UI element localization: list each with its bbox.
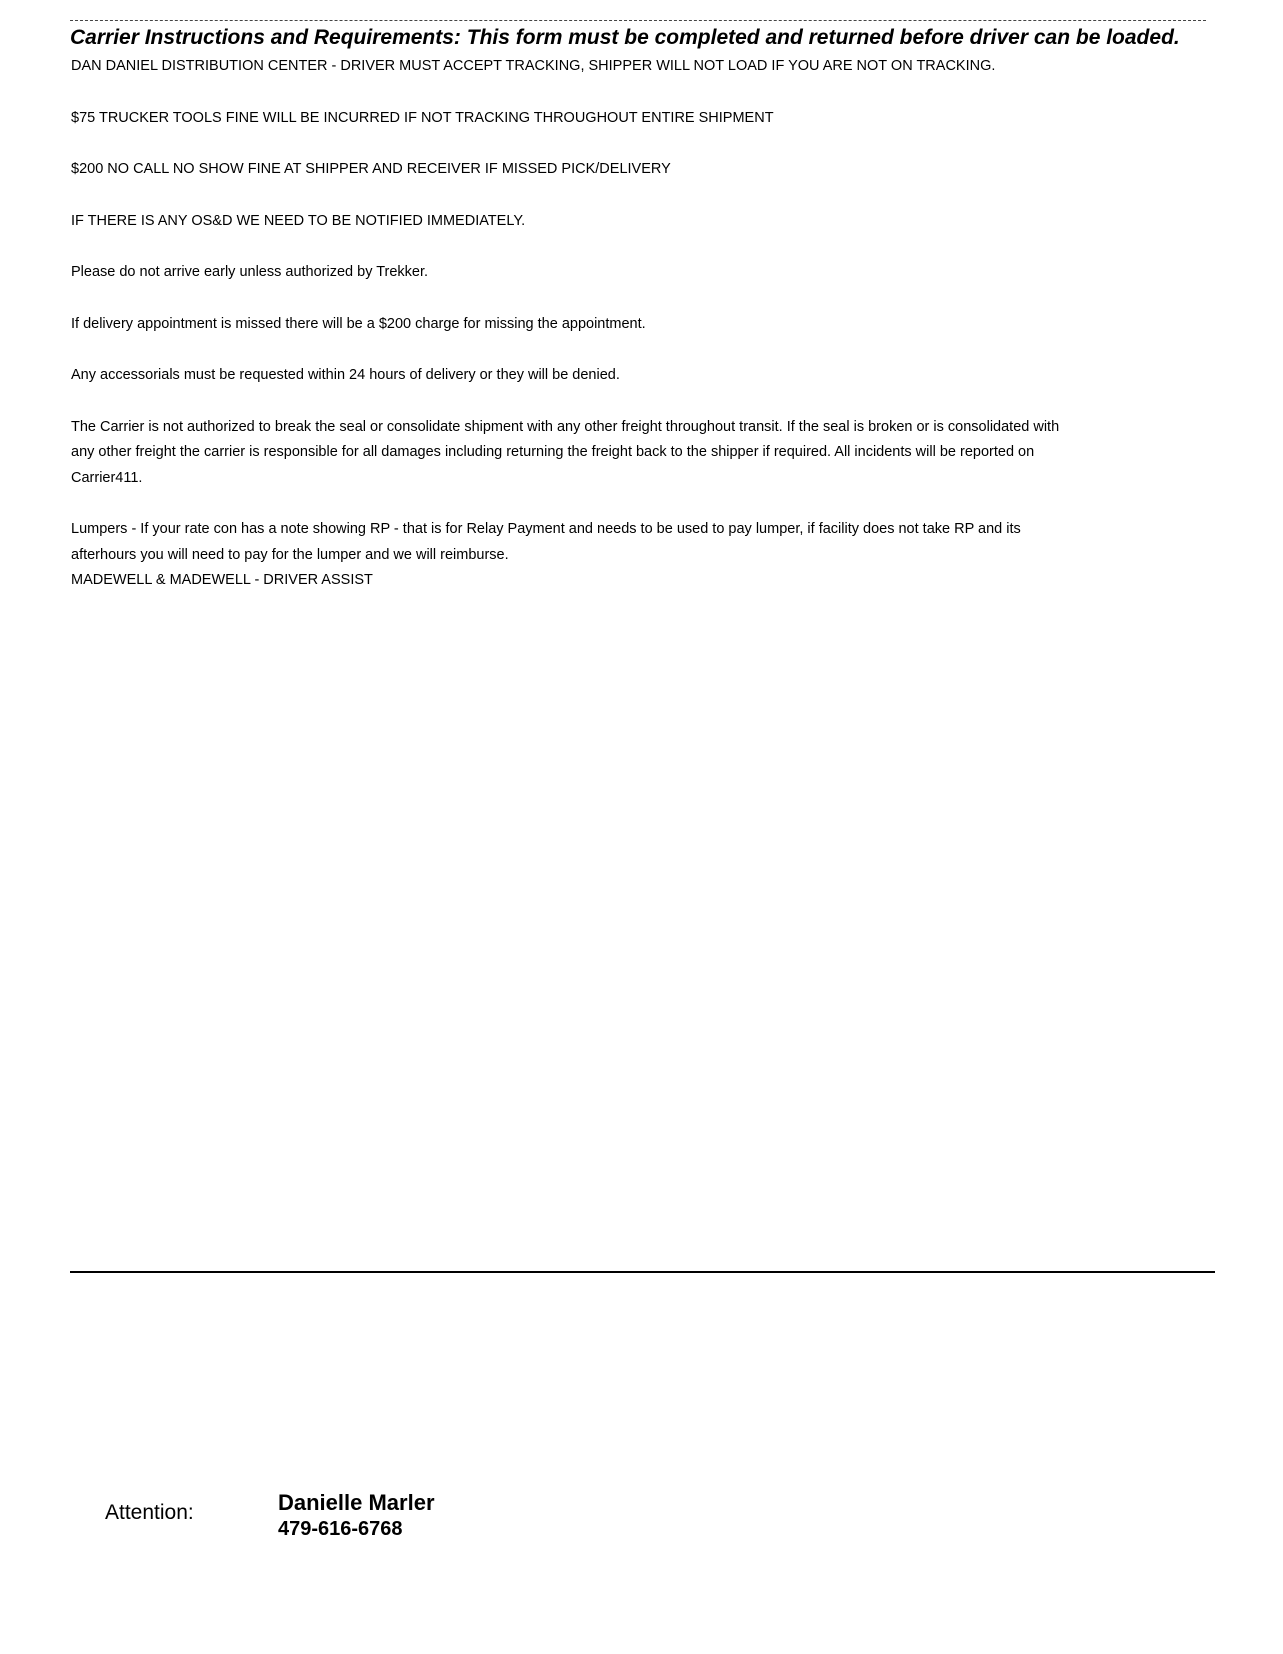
instruction-no-show-fine: $200 NO CALL NO SHOW FINE AT SHIPPER AND RECEIVER IF MISSED PICK/DELIVERY bbox=[71, 161, 671, 177]
instruction-osd-notice: IF THERE IS ANY OS&D WE NEED TO BE NOTIFIED IMMEDIATELY. bbox=[71, 212, 526, 229]
instruction-accessorials: Any accessorials must be requested within 24 hours of delivery or they will be denied. bbox=[71, 367, 620, 383]
top-divider bbox=[70, 20, 1206, 21]
contact-phone: 479-616-6768 bbox=[278, 1518, 403, 1540]
instruction-tracking-required: DAN DANIEL DISTRIBUTION CENTER - DRIVER MUST ACCEPT TRACKING, SHIPPER WILL NOT LOAD IF YOU ARE NOT ON TRACKING. bbox=[71, 58, 996, 74]
instructions-list bbox=[71, 54, 1071, 594]
page-title: Carrier Instructions and Requirements: This form must be completed and returned before driver can be loaded. bbox=[70, 26, 1180, 49]
instruction-early-arrival: Please do not arrive early unless authorized by Trekker. bbox=[71, 264, 429, 280]
bottom-divider bbox=[70, 1271, 1215, 1273]
instruction-missed-appointment: If delivery appointment is missed there will be a $200 charge for missing the appointment. bbox=[71, 315, 646, 332]
instruction-driver-assist: MADEWELL & MADEWELL - DRIVER ASSIST bbox=[71, 572, 373, 588]
instruction-tracking-fine: $75 TRUCKER TOOLS FINE WILL BE INCURRED IF NOT TRACKING THROUGHOUT ENTIRE SHIPMENT bbox=[71, 109, 774, 126]
instruction-lumpers: Lumpers - If your rate con has a note showing RP - that is for Relay Payment and needs to be used to pay lumper, if facility does not take RP and its afterhours you will need to pay for the lumper and we will reimburse. bbox=[71, 521, 1021, 563]
attention-label: Attention: bbox=[105, 1501, 194, 1524]
contact-name: Danielle Marler bbox=[278, 1490, 435, 1515]
instruction-seal-policy: The Carrier is not authorized to break the seal or consolidate shipment with any other freight throughout transit. If the seal is broken or is consolidated with any other freight the carrier is responsible for all damages including returning the freight back to the shipper if required. All incidents will be reported on Carrier411. bbox=[71, 418, 1060, 486]
